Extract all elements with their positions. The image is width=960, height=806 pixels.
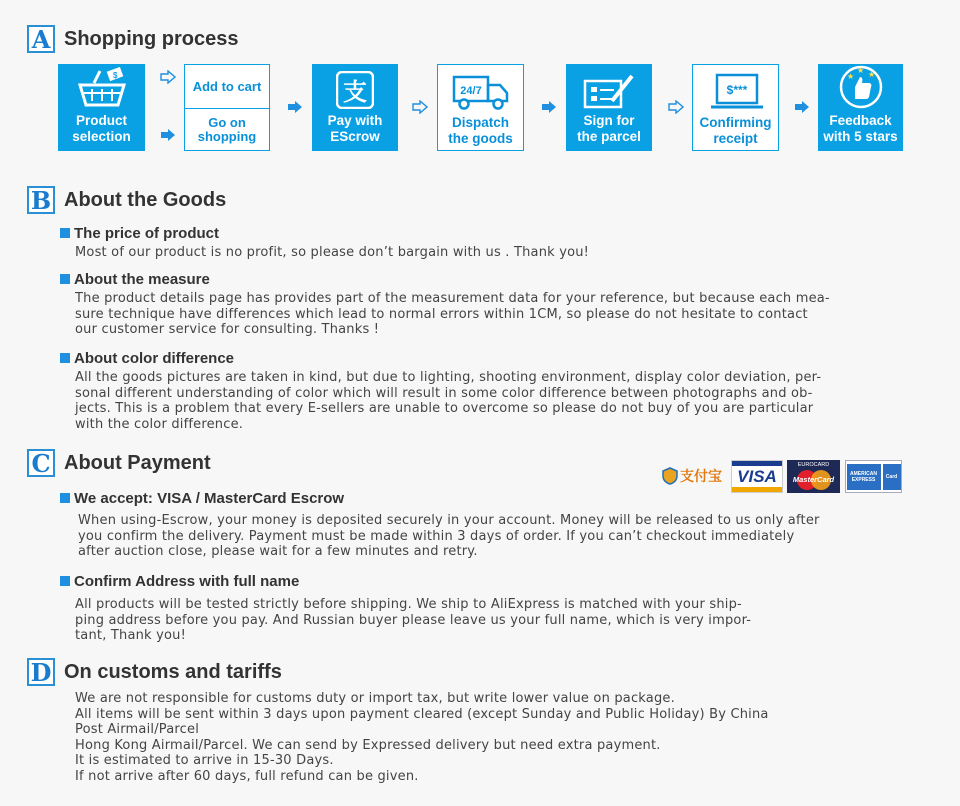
measure-text: The product details page has provides part of the measurement data for your reference, but because each mea- sure technique have differences which lead to normal errors within 1CM, so please do not hesitate to contact our customer service for consulting. Thanks ! [75, 291, 830, 338]
step-add-to-cart: Add to cart [185, 65, 269, 109]
arrow-solid-icon [287, 100, 303, 114]
bullet-square-icon [60, 228, 70, 238]
address-heading: Confirm Address with full name [60, 573, 299, 590]
svg-text:★: ★ [867, 70, 875, 79]
svg-text:$: $ [112, 71, 117, 80]
laptop-payment-icon [709, 73, 765, 111]
step-feedback-five-stars [818, 64, 903, 151]
alipay-icon [336, 71, 374, 109]
arrow-outline-icon [412, 100, 428, 114]
step6-line2: receipt [713, 131, 758, 146]
arrow-solid-icon [160, 128, 176, 142]
arrow-outline-icon [668, 100, 684, 114]
bullet-square-icon [60, 493, 70, 503]
eurocard-text: EUROCARD [797, 462, 830, 468]
shopping-basket-icon [72, 67, 132, 109]
arrow-solid-icon [541, 100, 557, 114]
step3-line2: EScrow [330, 129, 380, 144]
arrow-solid-icon [794, 100, 810, 114]
step-dispatch-the-goods [437, 64, 524, 151]
step1-line1: Product [75, 113, 127, 128]
section-a-title: Shopping process [64, 28, 239, 50]
amex-card-text: Card [885, 473, 898, 480]
thumbs-up-stars-icon [839, 65, 883, 109]
step6-line1: Confirming [699, 115, 772, 130]
visa-logo-text: VISA [737, 467, 777, 486]
step-sign-for-parcel [566, 64, 652, 151]
color-text: All the goods pictures are taken in kind, but due to lighting, shooting environment, display color deviation, per- sonal different understanding of color which will result in some color difference between photographs and ob- jects. This is a problem that every E-sellers are unable to overcome so please do not buy of you are particular with the color difference. [75, 370, 822, 432]
step7-line1: Feedback [829, 113, 892, 128]
step5-line2: the parcel [577, 129, 641, 144]
price-text: Most of our product is no profit, so please don’t bargain with us . Thank you! [75, 245, 590, 260]
visa-logo [731, 460, 783, 493]
address-text: All products will be tested strictly before shipping. We ship to AliExpress is matched with your ship- ping address before you pay. And Russian buyer please leave us your full name, which is very impor- tant, Thank you! [75, 597, 752, 644]
section-b-title: About the Goods [64, 189, 227, 211]
delivery-truck-icon [452, 73, 510, 111]
section-c-letter: C [27, 449, 55, 477]
step4-line2: the goods [448, 131, 513, 146]
svg-text:★: ★ [846, 72, 854, 81]
laptop-screen-text: $*** [726, 83, 748, 97]
section-d-letter: D [27, 658, 55, 686]
arrow-outline-icon [160, 70, 176, 84]
price-heading: The price of product [60, 225, 219, 242]
step1-line2: selection [72, 129, 131, 144]
alipay-logo [656, 461, 728, 491]
section-d-title: On customs and tariffs [64, 661, 282, 683]
step-product-selection [58, 64, 145, 151]
color-heading: About color difference [60, 350, 234, 367]
accept-heading: We accept: VISA / MasterCard Escrow [60, 490, 344, 507]
bullet-square-icon [60, 576, 70, 586]
step3-line1: Pay with [327, 113, 383, 128]
section-a-letter: A [27, 25, 55, 53]
mastercard-logo [787, 460, 840, 493]
step-confirming-receipt [692, 64, 779, 151]
step-cart-options [184, 64, 270, 151]
section-c-title: About Payment [64, 452, 211, 474]
customs-text: We are not responsible for customs duty or import tax, but write lower value on package. All items will be sent within 3 days upon payment cleared (except Sunday and Public Holiday) By China Post Airmail/Parcel Hong Kong Airmail/Parcel. We can send by Expressed delivery but need extra payment. It is estimated to arrive in 15-30 Days. If not arrive after 60 days, full refund can be given. [75, 691, 769, 784]
sign-pen-icon [582, 73, 636, 109]
amex-top-text: AMERICAN [850, 470, 877, 477]
alipay-logo-text: 支付宝 [680, 469, 722, 485]
svg-text:支: 支 [343, 78, 367, 106]
step-pay-with-escrow [312, 64, 398, 151]
shield-icon [662, 467, 678, 485]
mastercard-text: MasterCard [792, 475, 835, 484]
amex-bottom-text: EXPRESS [851, 476, 876, 483]
bullet-square-icon [60, 274, 70, 284]
step5-line1: Sign for [583, 113, 635, 128]
amex-logo [845, 460, 902, 493]
svg-text:★: ★ [856, 66, 864, 75]
measure-heading: About the measure [60, 271, 210, 288]
step7-line2: with 5 stars [823, 129, 898, 144]
step-go-on-shopping: Go on shopping [197, 115, 257, 144]
accept-text: When using-Escrow, your money is deposited securely in your account. Money will be released to us only after you confirm the delivery. Payment must be made within 3 days of order. If you can’t checkout immediately after auction close, please wait for a few minutes and retry. [78, 513, 820, 560]
bullet-square-icon [60, 353, 70, 363]
section-b-letter: B [27, 186, 55, 214]
truck-label: 24/7 [460, 85, 482, 97]
step4-line1: Dispatch [451, 115, 509, 130]
